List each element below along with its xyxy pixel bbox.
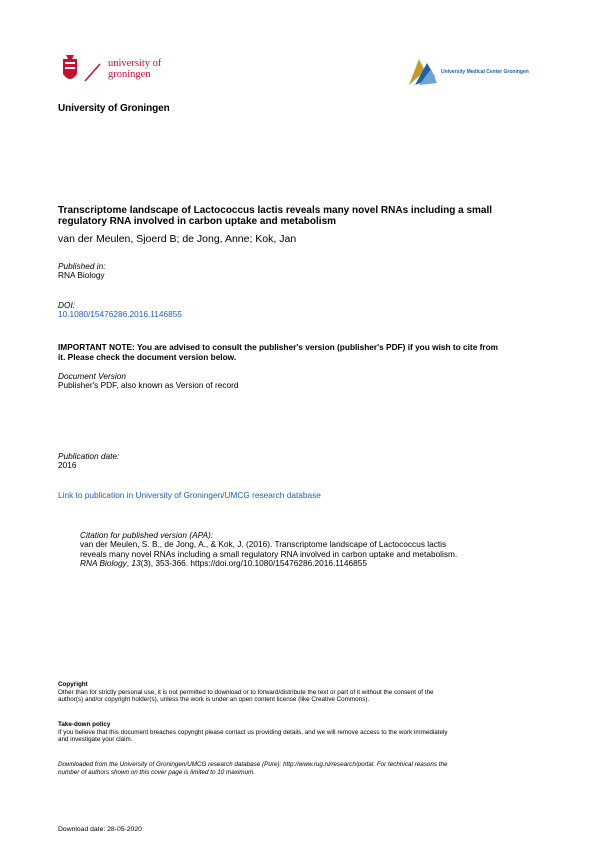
umcg-logo xyxy=(405,55,545,89)
document-version-block xyxy=(58,372,239,391)
publication-date-value: 2016 xyxy=(58,460,77,470)
takedown-heading: Take-down policy xyxy=(58,721,111,728)
citation-block xyxy=(80,531,457,569)
copyright-heading: Copyright xyxy=(58,681,88,688)
downloaded-note-line2: number of authors shown on this cover page is limited to 10 maximum. xyxy=(58,768,256,776)
publication-date-label: Publication date: xyxy=(58,451,120,461)
university-of-groningen-logo xyxy=(58,54,188,90)
rug-wordmark xyxy=(108,58,161,80)
important-note xyxy=(58,342,558,362)
citation-line3: RNA Biology, 13(3), 353-366. https://doi.org/10.1080/15476286.2016.1146855 xyxy=(80,558,367,568)
rug-wordmark-line1: university of xyxy=(108,58,162,69)
paper-title-line2: regulatory RNA involved in carbon uptake and metabolism xyxy=(58,216,337,227)
copyright-line2: author(s) and/or copyright holder(s), unless the work is under an open content license (like Creative Commons). xyxy=(58,696,370,703)
citation-line2: reveals many novel RNAs including a small regulatory RNA involved in carbon uptake and metabolism. xyxy=(80,548,458,559)
umcg-emblem-icon xyxy=(405,55,439,89)
citation-line1: van der Meulen, S. B., de Jong, A., & Kok, J. (2016). Transcriptome landscape of Lactococcus lactis xyxy=(80,539,447,549)
citation-pages-doi: (3), 353-366. https://doi.org/10.1080/15476286.2016.1146855 xyxy=(140,558,367,568)
citation-label: Citation for published version (APA): xyxy=(80,530,214,540)
paper-title xyxy=(58,205,543,227)
copyright-line1: Other than for strictly personal use, it is not permitted to download or to forward/distribute the text or part of it without the consent of the xyxy=(58,688,434,696)
published-in-value: RNA Biology xyxy=(58,270,105,280)
authors: van der Meulen, Sjoerd B; de Jong, Anne; Kok, Jan xyxy=(58,233,297,245)
important-note-line1: IMPORTANT NOTE: You are advised to consult the publisher's version (publisher's PDF) if you wish to cite from xyxy=(58,342,499,352)
citation-journal: RNA Biology xyxy=(80,558,127,568)
doi-label: DOI: xyxy=(58,300,76,310)
document-version-label: Document Version xyxy=(58,371,126,381)
downloaded-note-line1: Downloaded from the University of Groningen/UMCG research database (Pure): http://www.rug.nl/research/portal. For technical reasons the xyxy=(58,761,448,768)
umcg-wordmark: University Medical Center Groningen xyxy=(441,69,529,75)
doi-block xyxy=(58,301,182,320)
rug-crest-icon xyxy=(58,54,102,90)
doi-link[interactable]: 10.1080/15476286.2016.1146855 xyxy=(58,309,182,319)
published-in-label: Published in: xyxy=(58,261,106,271)
published-in-block xyxy=(58,262,106,281)
institution-heading: University of Groningen xyxy=(58,103,170,114)
citation-volume: 13 xyxy=(131,558,141,568)
takedown-line2: and investigate your claim. xyxy=(58,736,133,743)
document-version-value: Publisher's PDF, also known as Version of record xyxy=(58,380,239,390)
download-date: Download date: 28-05-2020 xyxy=(58,826,142,833)
copyright-block xyxy=(58,681,558,704)
takedown-line1: If you believe that this document breaches copyright please contact us providing details, and we will remove access to the work immediately xyxy=(58,728,448,736)
publication-date-block xyxy=(58,452,119,471)
takedown-block xyxy=(58,721,558,744)
paper-title-line1: Transcriptome landscape of Lactococcus lactis reveals many novel RNAs including a small xyxy=(58,205,493,216)
rug-wordmark-line2: groningen xyxy=(108,69,151,80)
publication-database-link[interactable]: Link to publication in University of Groningen/UMCG research database xyxy=(58,490,321,500)
important-note-line2: it. Please check the document version below. xyxy=(58,352,237,362)
downloaded-note xyxy=(58,761,558,776)
